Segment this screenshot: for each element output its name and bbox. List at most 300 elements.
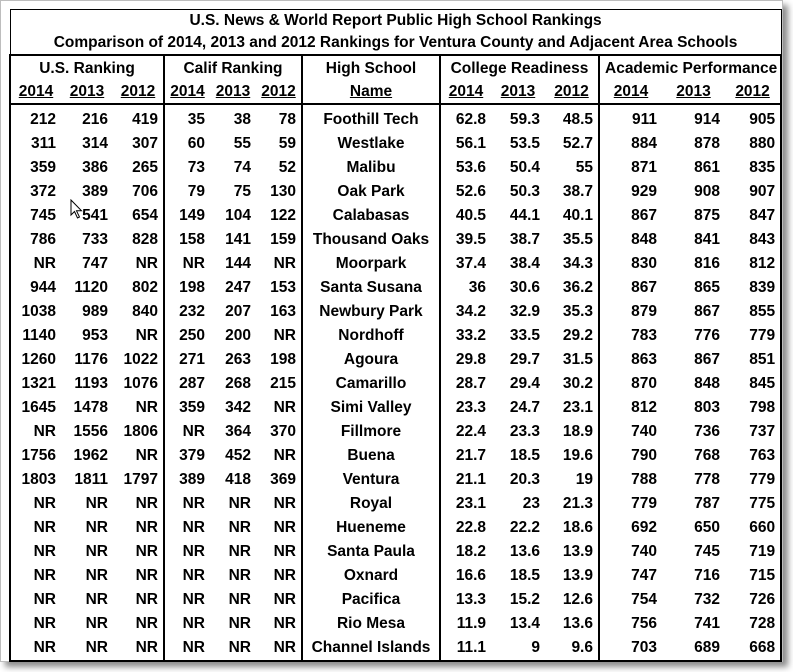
college-readiness-2013: 20.3 (509, 471, 540, 488)
academic-performance-2014: 812 (599, 396, 662, 420)
academic-performance-2013: 861 (694, 159, 720, 176)
college-readiness-2013: 23.3 (509, 423, 540, 440)
us-rank-2012: 419 (132, 111, 158, 128)
calif-rank-2013: 418 (225, 471, 251, 488)
academic-performance-2014: 756 (599, 612, 662, 636)
table-row (10, 492, 781, 516)
us-rank-2012: NR (135, 327, 158, 344)
rankings-table (9, 9, 782, 662)
school-name: Rio Mesa (302, 612, 440, 636)
year-header-row (10, 81, 781, 104)
calif-rank-2014: NR (164, 588, 210, 612)
table-body (10, 104, 781, 661)
academic-performance-2014: 867 (599, 276, 662, 300)
academic-performance-2014: 790 (599, 444, 662, 468)
academic-performance-2014: 871 (599, 156, 662, 180)
academic-performance-2013: 650 (694, 519, 720, 536)
college-readiness-2013: 15.2 (509, 591, 540, 608)
calif-rank-2013: 144 (225, 255, 251, 272)
calif-rank-2013: 75 (233, 183, 251, 200)
calif-rank-2014: 287 (164, 372, 210, 396)
academic-performance-2014: 783 (599, 324, 662, 348)
us-rank-2014: 1803 (10, 468, 61, 492)
calif-rank-2012: NR (273, 591, 296, 608)
college-readiness-2012: 13.9 (562, 543, 593, 560)
academic-performance-2013: 768 (694, 447, 720, 464)
academic-performance-2012: 843 (725, 228, 781, 252)
calif-rank-2014: 232 (164, 300, 210, 324)
college-readiness-2012: 29.2 (562, 327, 593, 344)
table-row (10, 180, 781, 204)
calif-rank-2013: 247 (225, 279, 251, 296)
academic-performance-2012: 880 (725, 132, 781, 156)
high-school-header: High School (302, 55, 440, 81)
table-row (10, 228, 781, 252)
college-readiness-2013: 29.4 (509, 375, 540, 392)
academic-performance-2012: 779 (725, 324, 781, 348)
year-header: 2014 (164, 81, 210, 104)
us-rank-2013: 386 (82, 159, 108, 176)
school-name: Agoura (302, 348, 440, 372)
college-readiness-2013: 23 (522, 495, 540, 512)
us-rank-2014: 1756 (10, 444, 61, 468)
year-header: 2012 (256, 81, 302, 104)
college-readiness-2014: 62.8 (440, 104, 491, 132)
college-readiness-2012: 35.3 (562, 303, 593, 320)
calif-rank-2013: 55 (233, 135, 251, 152)
college-readiness-2012: 31.5 (562, 351, 593, 368)
school-name: Thousand Oaks (302, 228, 440, 252)
calif-rank-2012: 369 (270, 471, 296, 488)
us-rank-2013: NR (85, 543, 108, 560)
year-header: 2012 (545, 81, 599, 104)
college-readiness-2014: 39.5 (440, 228, 491, 252)
year-header: 2013 (61, 81, 113, 104)
us-rank-2014: 212 (10, 104, 61, 132)
academic-performance-2012: 737 (725, 420, 781, 444)
college-readiness-2014: 22.8 (440, 516, 491, 540)
us-rank-2013: 216 (82, 111, 108, 128)
academic-performance-2013: 867 (694, 351, 720, 368)
year-header: 2013 (491, 81, 545, 104)
academic-performance-2014: 929 (599, 180, 662, 204)
calif-rank-2012: 370 (270, 423, 296, 440)
calif-rank-2013: 452 (225, 447, 251, 464)
us-rank-2012: NR (135, 495, 158, 512)
college-readiness-2013: 18.5 (509, 567, 540, 584)
calif-rank-2013: NR (228, 567, 251, 584)
calif-rank-2012: NR (273, 615, 296, 632)
college-readiness-2014: 23.1 (440, 492, 491, 516)
calif-rank-2012: 215 (270, 375, 296, 392)
college-readiness-2013: 30.6 (509, 279, 540, 296)
us-rank-2013: NR (85, 615, 108, 632)
college-readiness-2014: 23.3 (440, 396, 491, 420)
mouse-pointer-icon (70, 199, 84, 219)
academic-performance-2013: 787 (694, 495, 720, 512)
college-readiness-2012: 48.5 (562, 111, 593, 128)
college-readiness-2012: 19.6 (562, 447, 593, 464)
academic-performance-2014: 740 (599, 420, 662, 444)
us-rank-2012: NR (135, 447, 158, 464)
us-rank-2013: 314 (82, 135, 108, 152)
calif-rank-2014: 379 (164, 444, 210, 468)
us-rank-2013: NR (85, 567, 108, 584)
college-readiness-2012: 9.6 (545, 636, 599, 661)
year-header: 2013 (662, 81, 725, 104)
us-rank-2013: NR (61, 636, 113, 661)
us-rank-2013: 989 (82, 303, 108, 320)
college-readiness-2014: 21.1 (440, 468, 491, 492)
us-rank-2012: 706 (132, 183, 158, 200)
us-rank-2013: 1811 (74, 471, 108, 488)
school-name: Oak Park (302, 180, 440, 204)
calif-rank-2012: NR (273, 447, 296, 464)
college-readiness-2012: 19 (575, 471, 593, 488)
academic-performance-2012: 668 (725, 636, 781, 661)
us-rank-2014: 372 (10, 180, 61, 204)
college-readiness-2012: 18.9 (562, 423, 593, 440)
us-rank-2013: 747 (82, 255, 108, 272)
table-row (10, 300, 781, 324)
college-readiness-2012: 13.6 (562, 615, 593, 632)
us-rank-2012: NR (113, 636, 164, 661)
calif-rank-2012: NR (273, 543, 296, 560)
us-rank-2012: NR (135, 567, 158, 584)
us-rank-2014: 786 (10, 228, 61, 252)
us-rank-2013: 953 (82, 327, 108, 344)
calif-ranking-header: Calif Ranking (164, 55, 302, 81)
calif-rank-2014: NR (164, 636, 210, 661)
calif-rank-2014: 389 (164, 468, 210, 492)
us-rank-2012: NR (135, 591, 158, 608)
us-rank-2012: NR (135, 255, 158, 272)
college-readiness-2014: 16.6 (440, 564, 491, 588)
academic-performance-2012: 847 (725, 204, 781, 228)
academic-performance-2012: 660 (725, 516, 781, 540)
us-rank-2012: 802 (132, 279, 158, 296)
school-name: Fillmore (302, 420, 440, 444)
us-rank-2013: 1478 (73, 399, 108, 416)
calif-rank-2013: 342 (225, 399, 251, 416)
academic-performance-2013: 689 (662, 636, 725, 661)
college-readiness-2013: 38.4 (509, 255, 540, 272)
year-header: 2012 (113, 81, 164, 104)
us-rank-2012: 1076 (123, 375, 158, 392)
college-readiness-2013: 50.3 (509, 183, 540, 200)
college-readiness-2013: 44.1 (509, 207, 540, 224)
academic-performance-2012: 907 (725, 180, 781, 204)
college-readiness-2014: 56.1 (440, 132, 491, 156)
us-rank-2014: NR (10, 564, 61, 588)
school-name: Ventura (302, 468, 440, 492)
us-rank-2012: 840 (132, 303, 158, 320)
us-rank-2014: NR (10, 492, 61, 516)
us-rank-2013: NR (85, 591, 108, 608)
table-row (10, 516, 781, 540)
academic-performance-2013: 875 (694, 207, 720, 224)
calif-rank-2013: 104 (225, 207, 251, 224)
academic-performance-2014: 747 (599, 564, 662, 588)
academic-performance-2014: 754 (599, 588, 662, 612)
school-name: Calabasas (302, 204, 440, 228)
calif-rank-2012: NR (256, 636, 302, 661)
us-rank-2012: 265 (132, 159, 158, 176)
table-title: U.S. News & World Report Public High School Rankings (10, 10, 781, 33)
calif-rank-2012: NR (273, 255, 296, 272)
school-name: Nordhoff (302, 324, 440, 348)
college-readiness-2014: 53.6 (440, 156, 491, 180)
title-row (10, 10, 781, 33)
group-header-row (10, 55, 781, 81)
calif-rank-2014: NR (164, 612, 210, 636)
school-name: Newbury Park (302, 300, 440, 324)
us-rank-2012: 654 (132, 207, 158, 224)
us-rank-2012: 1797 (123, 471, 158, 488)
calif-rank-2014: NR (164, 516, 210, 540)
calif-rank-2013: 263 (225, 351, 251, 368)
us-rank-2014: NR (10, 540, 61, 564)
college-readiness-2012: 38.7 (562, 183, 593, 200)
academic-performance-2012: 905 (725, 104, 781, 132)
college-readiness-2013: 50.4 (509, 159, 540, 176)
academic-performance-2013: 736 (694, 423, 720, 440)
academic-performance-2013: 776 (694, 327, 720, 344)
college-readiness-2012: 52.7 (562, 135, 593, 152)
school-name: Camarillo (302, 372, 440, 396)
calif-rank-2013: 268 (225, 375, 251, 392)
calif-rank-2014: NR (164, 492, 210, 516)
calif-rank-2012: 153 (270, 279, 296, 296)
academic-performance-2014: 884 (599, 132, 662, 156)
calif-rank-2014: NR (164, 252, 210, 276)
year-header: 2012 (725, 81, 781, 104)
us-ranking-header: U.S. Ranking (10, 55, 164, 81)
us-rank-2012: 1806 (123, 423, 158, 440)
academic-performance-2013: 867 (694, 303, 720, 320)
us-rank-2013: NR (85, 495, 108, 512)
calif-rank-2014: 79 (164, 180, 210, 204)
calif-rank-2014: 250 (164, 324, 210, 348)
us-rank-2014: 1140 (10, 324, 61, 348)
academic-performance-2014: 867 (599, 204, 662, 228)
school-name: Foothill Tech (302, 104, 440, 132)
us-rank-2014: 311 (10, 132, 61, 156)
academic-performance-2013: 914 (694, 111, 720, 128)
us-rank-2013: NR (85, 519, 108, 536)
calif-rank-2012: 159 (270, 231, 296, 248)
academic-performance-2012: 775 (725, 492, 781, 516)
year-header: 2013 (210, 81, 256, 104)
school-name: Hueneme (302, 516, 440, 540)
table-row (10, 104, 781, 132)
us-rank-2014: NR (10, 588, 61, 612)
us-rank-2014: 745 (10, 204, 61, 228)
academic-performance-2013: 732 (694, 591, 720, 608)
academic-performance-2013: 741 (694, 615, 720, 632)
us-rank-2014: NR (10, 612, 61, 636)
calif-rank-2012: 78 (278, 111, 296, 128)
calif-rank-2014: NR (164, 540, 210, 564)
year-header: 2014 (10, 81, 61, 104)
college-readiness-2014: 29.8 (440, 348, 491, 372)
academic-performance-2013: 865 (694, 279, 720, 296)
calif-rank-2013: NR (228, 519, 251, 536)
calif-rank-2012: 130 (270, 183, 296, 200)
academic-performance-2012: 798 (725, 396, 781, 420)
us-rank-2014: NR (10, 636, 61, 661)
calif-rank-2013: NR (228, 543, 251, 560)
table-row (10, 468, 781, 492)
academic-performance-2014: 740 (599, 540, 662, 564)
year-header: 2014 (599, 81, 662, 104)
table-row (10, 564, 781, 588)
school-name: Westlake (302, 132, 440, 156)
academic-performance-2014: 870 (599, 372, 662, 396)
us-rank-2014: 1321 (10, 372, 61, 396)
us-rank-2013: 1176 (74, 351, 108, 368)
calif-rank-2012: NR (273, 327, 296, 344)
college-readiness-2013: 59.3 (509, 111, 540, 128)
college-readiness-2013: 13.4 (509, 615, 540, 632)
school-name: Simi Valley (302, 396, 440, 420)
calif-rank-2013: 364 (225, 423, 251, 440)
academic-performance-2012: 812 (725, 252, 781, 276)
college-readiness-2014: 18.2 (440, 540, 491, 564)
calif-rank-2014: 198 (164, 276, 210, 300)
calif-rank-2013: 200 (225, 327, 251, 344)
table-row (10, 252, 781, 276)
academic-performance-2014: 692 (599, 516, 662, 540)
college-readiness-2014: 13.3 (440, 588, 491, 612)
college-readiness-2013: 18.5 (509, 447, 540, 464)
college-readiness-2013: 53.5 (509, 135, 540, 152)
school-name: Oxnard (302, 564, 440, 588)
college-readiness-2014: 40.5 (440, 204, 491, 228)
table-row (10, 348, 781, 372)
table-row (10, 132, 781, 156)
academic-performance-2012: 851 (725, 348, 781, 372)
college-readiness-2012: 13.9 (562, 567, 593, 584)
college-readiness-2014: 11.9 (440, 612, 491, 636)
subtitle-row (10, 32, 781, 55)
school-name: Royal (302, 492, 440, 516)
college-readiness-2014: 33.2 (440, 324, 491, 348)
table-row (10, 540, 781, 564)
us-rank-2013: 1556 (73, 423, 108, 440)
calif-rank-2014: NR (164, 420, 210, 444)
college-readiness-2014: 52.6 (440, 180, 491, 204)
college-readiness-2014: 36 (440, 276, 491, 300)
us-rank-2014: 1260 (10, 348, 61, 372)
academic-performance-2013: 745 (694, 543, 720, 560)
us-rank-2012: NR (135, 615, 158, 632)
academic-performance-2014: 779 (599, 492, 662, 516)
academic-performance-2014: 911 (599, 104, 662, 132)
academic-performance-2013: 716 (694, 567, 720, 584)
calif-rank-2012: NR (273, 495, 296, 512)
us-rank-2012: 307 (132, 135, 158, 152)
college-readiness-2013: 33.5 (509, 327, 540, 344)
table-subtitle: Comparison of 2014, 2013 and 2012 Rankings for Ventura County and Adjacent Area Schools (10, 32, 781, 55)
us-rank-2013: 733 (82, 231, 108, 248)
us-rank-2014: 359 (10, 156, 61, 180)
calif-rank-2013: NR (228, 495, 251, 512)
table-row (10, 420, 781, 444)
us-rank-2013: 1120 (74, 279, 108, 296)
us-rank-2014: NR (10, 420, 61, 444)
college-readiness-header: College Readiness (440, 55, 599, 81)
us-rank-2012: NR (135, 399, 158, 416)
academic-performance-2014: 879 (599, 300, 662, 324)
calif-rank-2012: 163 (270, 303, 296, 320)
college-readiness-2012: 21.3 (562, 495, 593, 512)
academic-performance-2014: 788 (599, 468, 662, 492)
academic-performance-2014: 830 (599, 252, 662, 276)
table-row (10, 444, 781, 468)
academic-performance-2013: 848 (694, 375, 720, 392)
college-readiness-2014: 28.7 (440, 372, 491, 396)
academic-performance-2012: 845 (725, 372, 781, 396)
table-row (10, 396, 781, 420)
academic-performance-2013: 816 (694, 255, 720, 272)
calif-rank-2014: 359 (164, 396, 210, 420)
calif-rank-2012: 59 (278, 135, 296, 152)
college-readiness-2013: 13.6 (509, 543, 540, 560)
us-rank-2012: NR (135, 519, 158, 536)
calif-rank-2012: 198 (270, 351, 296, 368)
table-row (10, 372, 781, 396)
table-row (10, 276, 781, 300)
us-rank-2013: 541 (82, 207, 108, 224)
calif-rank-2012: NR (273, 519, 296, 536)
calif-rank-2012: NR (273, 399, 296, 416)
calif-rank-2014: 271 (164, 348, 210, 372)
college-readiness-2014: 37.4 (440, 252, 491, 276)
calif-rank-2012: 52 (278, 159, 296, 176)
calif-rank-2013: NR (228, 591, 251, 608)
college-readiness-2012: 23.1 (562, 399, 593, 416)
us-rank-2014: NR (10, 252, 61, 276)
academic-performance-2013: 778 (694, 471, 720, 488)
us-rank-2013: 1193 (74, 375, 108, 392)
academic-performance-2013: 803 (694, 399, 720, 416)
name-header: Name (302, 81, 440, 104)
calif-rank-2013: 141 (225, 231, 251, 248)
college-readiness-2012: 55 (575, 159, 593, 176)
college-readiness-2012: 36.2 (562, 279, 593, 296)
school-name: Buena (302, 444, 440, 468)
table-row (10, 324, 781, 348)
calif-rank-2013: NR (228, 615, 251, 632)
academic-performance-2012: 835 (725, 156, 781, 180)
academic-performance-2014: 848 (599, 228, 662, 252)
academic-performance-header: Academic Performance (599, 55, 781, 81)
table-row (10, 636, 781, 661)
academic-performance-2013: 841 (694, 231, 720, 248)
calif-rank-2013: NR (210, 636, 256, 661)
academic-performance-2012: 779 (725, 468, 781, 492)
table-row (10, 204, 781, 228)
us-rank-2012: 828 (132, 231, 158, 248)
college-readiness-2012: 35.5 (562, 231, 593, 248)
table-row (10, 156, 781, 180)
school-name: Santa Paula (302, 540, 440, 564)
academic-performance-2012: 726 (725, 588, 781, 612)
college-readiness-2014: 22.4 (440, 420, 491, 444)
school-name: Pacifica (302, 588, 440, 612)
school-name: Channel Islands (302, 636, 440, 661)
